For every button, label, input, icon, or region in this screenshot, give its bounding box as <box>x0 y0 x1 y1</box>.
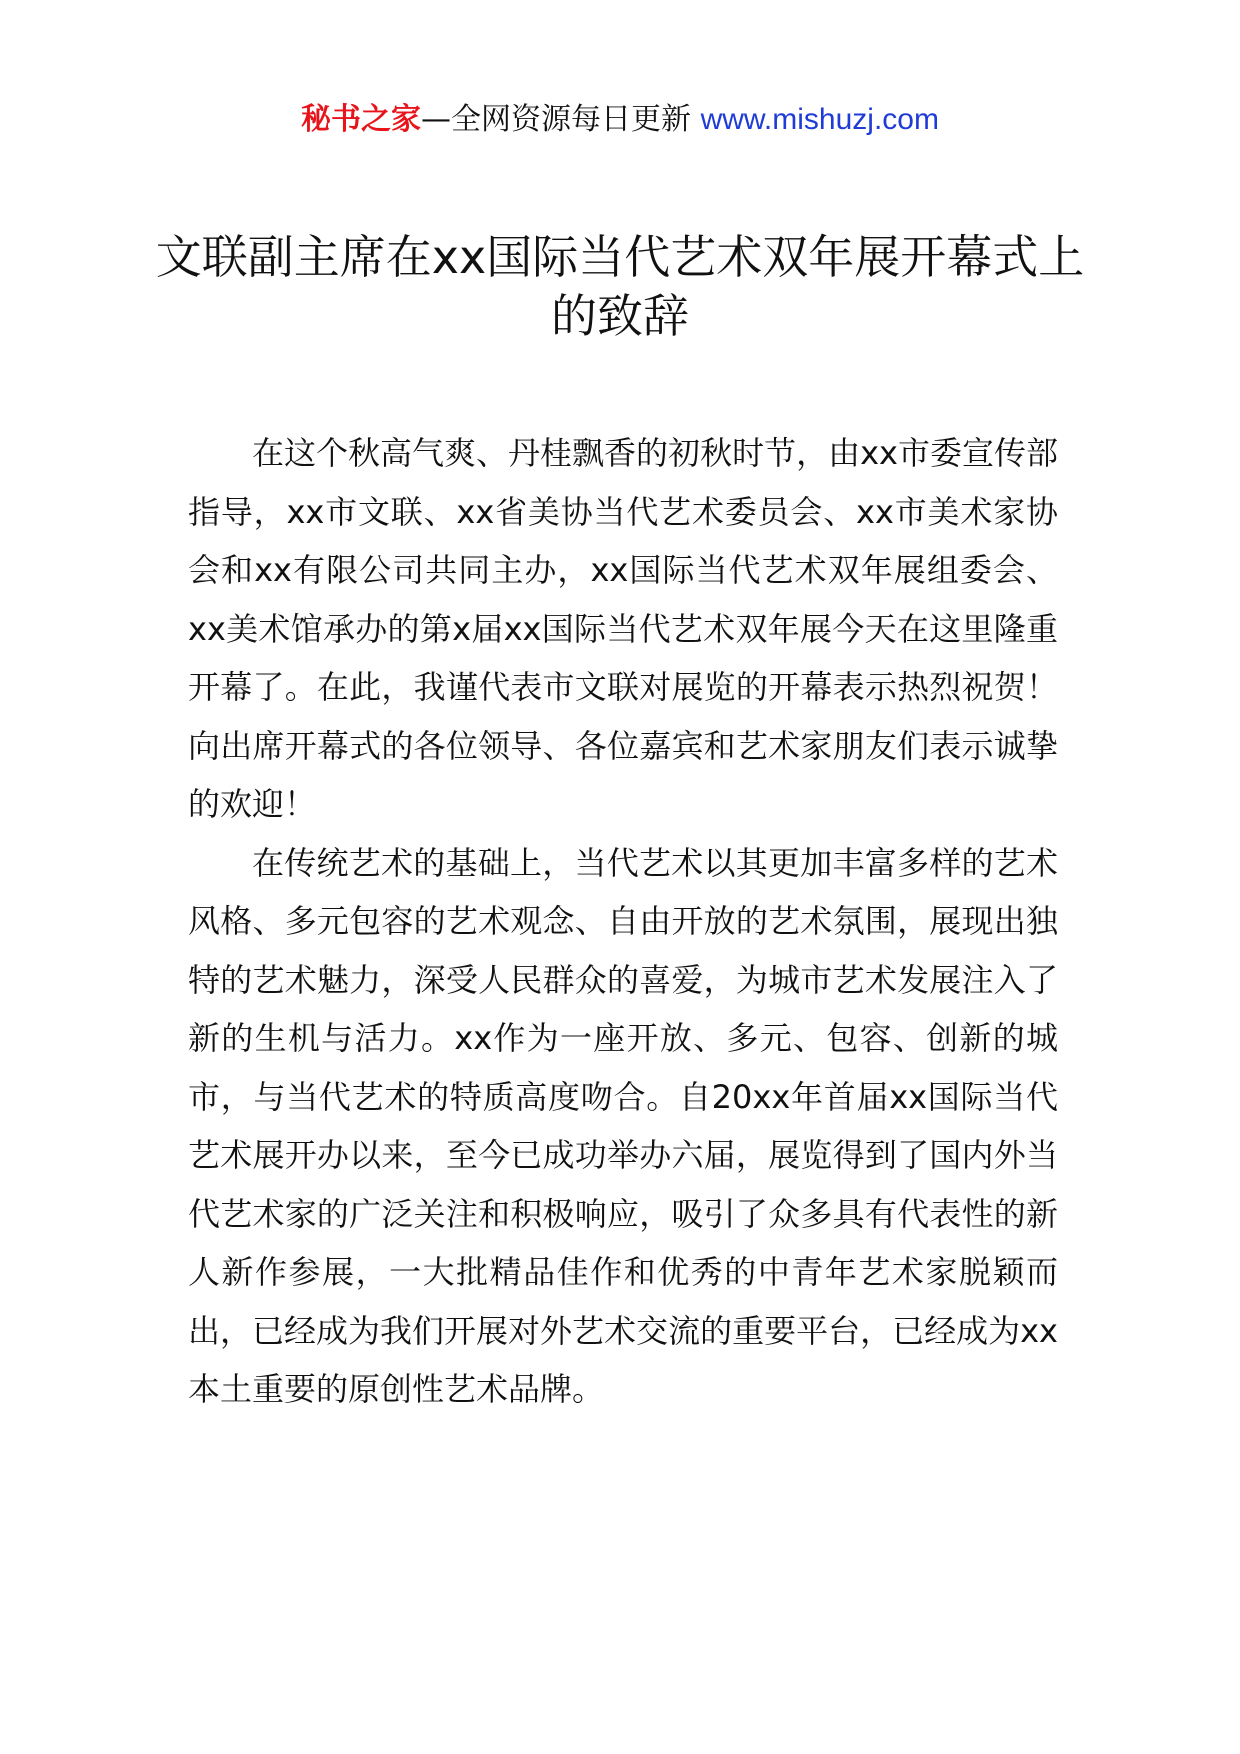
paragraph-2: 在传统艺术的基础上，当代艺术以其更加丰富多样的艺术风格、多元包容的艺术观念、自由开放的艺术氛围，展现出独特的艺术魅力，深受人民群众的喜爱，为城市艺术发展注入了新的生机与活力。xx作为一座开放、多元、包容、创新的城市，与当代艺术的特质高度吻合。自20xx年首届xx国际当代艺术展开办以来，至今已成功举办六届，展览得到了国内外当代艺术家的广泛关注和积极响应，吸引了众多具有代表性的新人新作参展，一大批精品佳作和优秀的中青年艺术家脱颖而出，已经成为我们开展对外艺术交流的重要平台，已经成为xx本土重要的原创性艺术品牌。 <box>188 843 1058 1408</box>
site-url[interactable]: www.mishuzj.com <box>700 103 939 136</box>
paragraph-1: 在这个秋高气爽、丹桂飘香的初秋时节，由xx市委宣传部指导，xx市文联、xx省美协当代艺术委员会、xx市美术家协会和xx有限公司共同主办，xx国际当代艺术双年展组委会、xx美术馆承办的第x届xx国际当代艺术双年展今天在这里隆重开幕了。在此，我谨代表市文联对展览的开幕表示热烈祝贺！向出席开幕式的各位领导、各位嘉宾和艺术家朋友们表示诚挚的欢迎！ <box>188 434 1058 823</box>
brand-name: 秘书之家 <box>301 102 422 137</box>
site-header <box>0 100 1240 140</box>
document-title: 文联副主席在xx国际当代艺术双年展开幕式上的致辞 <box>155 230 1085 343</box>
document-body <box>188 424 1058 1419</box>
header-tagline: —全网资源每日更新 <box>421 102 701 137</box>
